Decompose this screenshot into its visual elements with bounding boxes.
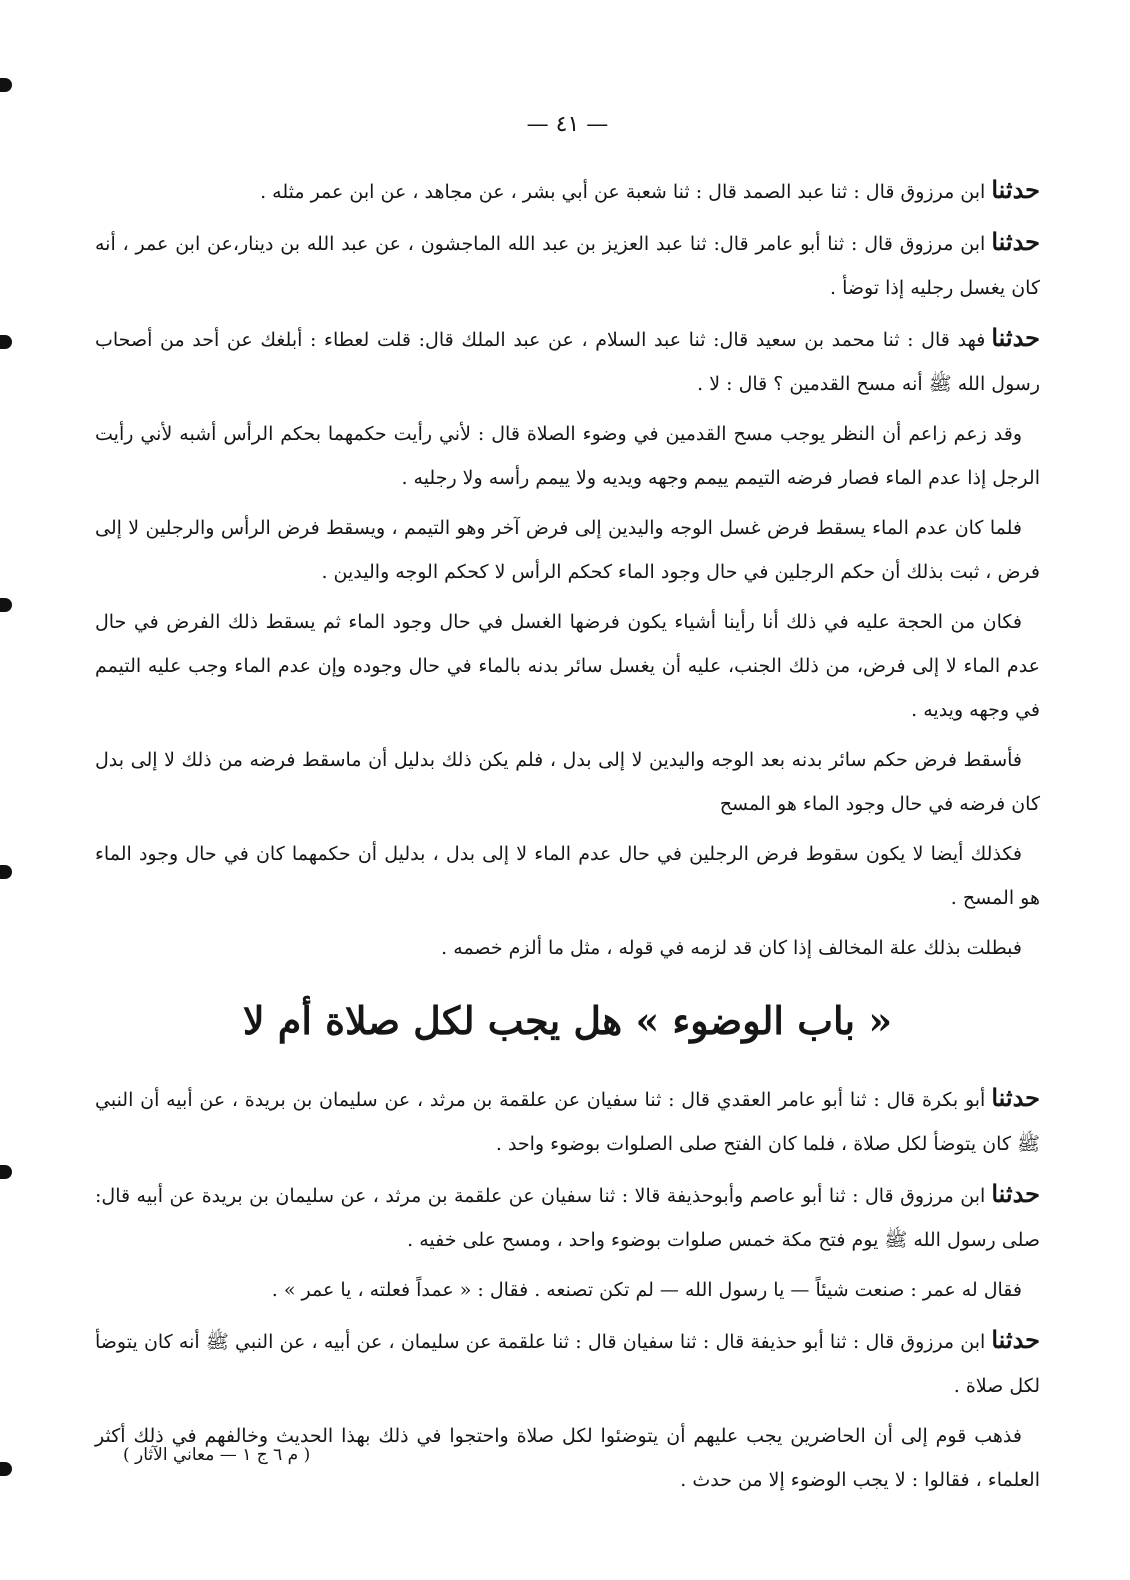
- footer-reference: ( م ٦ ج ١ — معاني الآثار ): [123, 1445, 311, 1465]
- paragraph: [95, 1172, 1040, 1262]
- paragraph: [95, 412, 1040, 500]
- scan-edge-mark: [0, 1462, 12, 1476]
- paragraphs-after-heading: [95, 1076, 1040, 1502]
- paragraph: [95, 1318, 1040, 1408]
- scan-edge-mark: [0, 865, 12, 879]
- scan-edge-mark: [0, 335, 12, 349]
- lead-word: حدثنا: [991, 1083, 1040, 1112]
- paragraph-text: فقال له عمر : صنعت شيئاً — يا رسول الله — لم تكن تصنعه . فقال : « عمداً فعلته ، يا عمر » .: [271, 1279, 1022, 1301]
- paragraph-text: ابن مرزوق قال : ثنا أبو حذيفة قال : ثنا سفيان قال : ثنا علقمة عن سليمان ، عن أبيه ، عن النبي ﷺ أنه كان يتوضأ لكل صلاة .: [95, 1331, 1040, 1397]
- paragraph-text: ابن مرزوق قال : ثنا أبو عاصم وأبوحذيفة قالا : ثنا سفيان عن علقمة بن مرثد ، عن سليمان بن بريدة عن أبيه قال: صلى رسول الله ﷺ يوم فتح مكة خمس صلوات بوضوء واحد ، ومسح على خفيه .: [95, 1185, 1040, 1251]
- lead-word: حدثنا: [991, 1325, 1040, 1354]
- paragraph: [95, 1268, 1040, 1312]
- paragraph-text: وقد زعم زاعم أن النظر يوجب مسح القدمين في وضوء الصلاة قال : لأني رأيت حكمهما بحكم الرأس أشبه لأني رأيت الرجل إذا عدم الماء فصار فرضه التيمم ييمم وجهه ويديه ولا ييمم رأسه ولا رجليه .: [95, 423, 1040, 489]
- paragraph: [95, 220, 1040, 310]
- paragraph-text: فذهب قوم إلى أن الحاضرين يجب عليهم أن يتوضئوا لكل صلاة واحتجوا في ذلك بهذا الحديث وخالفهم في ذلك أكثر العلماء ، فقالوا : لا يجب الوضوء إلا من حدث .: [95, 1425, 1040, 1491]
- paragraph-text: ابن مرزوق قال : ثنا عبد الصمد قال : ثنا شعبة عن أبي بشر ، عن مجاهد ، عن ابن عمر مثله .: [260, 181, 986, 203]
- paragraph-text: أبو بكرة قال : ثنا أبو عامر العقدي قال : ثنا سفيان عن علقمة بن مرثد ، عن سليمان بن بريدة ، عن أبيه أن النبي ﷺ كان يتوضأ لكل صلاة ، فلما كان الفتح صلى الصلوات بوضوء واحد .: [95, 1089, 1040, 1155]
- paragraph-text: فلما كان عدم الماء يسقط فرض غسل الوجه واليدين إلى فرض آخر وهو التيمم ، ويسقط فرض الرأس والرجلين لا إلى فرض ، ثبت بذلك أن حكم الرجلين في حال وجود الماء كحكم الرأس لا كحكم الوجه واليدين .: [95, 517, 1040, 583]
- paragraphs-before-heading: [95, 168, 1040, 970]
- lead-word: حدثنا: [991, 1179, 1040, 1208]
- paragraph: [95, 1076, 1040, 1166]
- paragraph: [95, 506, 1040, 594]
- paragraph-text: فأسقط فرض حكم سائر بدنه بعد الوجه واليدين لا إلى بدل ، فلم يكن ذلك بدليل أن ماسقط فرضه من ذلك لا إلى بدل كان فرضه في حال وجود الماء هو المسح: [95, 749, 1040, 815]
- paragraph: [95, 926, 1040, 970]
- main-text: [95, 168, 1040, 1508]
- paragraph: [95, 316, 1040, 406]
- paragraph: [95, 738, 1040, 826]
- paragraph: [95, 168, 1040, 214]
- lead-word: حدثنا: [991, 227, 1040, 256]
- paragraph: [95, 600, 1040, 732]
- paragraph-text: فهد قال : ثنا محمد بن سعيد قال: ثنا عبد السلام ، عن عبد الملك قال: قلت لعطاء : أبلغك عن أحد من أصحاب رسول الله ﷺ أنه مسح القدمين ؟ قال : لا .: [95, 329, 1040, 395]
- paragraph-text: فكذلك أيضا لا يكون سقوط فرض الرجلين في حال عدم الماء لا إلى بدل ، بدليل أن حكمهما كان في حال وجود الماء هو المسح .: [95, 843, 1040, 909]
- book-page: [95, 0, 1040, 1580]
- chapter-heading: « باب الوضوء » هل يجب لكل صلاة أم لا: [242, 998, 893, 1043]
- scan-edge-mark: [0, 78, 12, 92]
- paragraph: [95, 832, 1040, 920]
- lead-word: حدثنا: [991, 175, 1040, 204]
- lead-word: حدثنا: [991, 323, 1040, 352]
- page-number: — ٤١ —: [526, 112, 609, 137]
- scan-edge-mark: [0, 1165, 12, 1179]
- paragraph-text: فكان من الحجة عليه في ذلك أنا رأينا أشياء يكون فرضها الغسل في حال وجود الماء ثم يسقط ذلك الفرض في حال عدم الماء لا إلى فرض، من ذلك الجنب، عليه أن يغسل سائر بدنه بالماء في حال وجوده وإن عدم الماء وجب عليه التيمم في وجهه ويديه .: [95, 611, 1040, 721]
- scan-edge-mark: [0, 598, 12, 612]
- paragraph-text: فبطلت بذلك علة المخالف إذا كان قد لزمه في قوله ، مثل ما ألزم خصمه .: [441, 937, 1022, 959]
- paragraph-text: ابن مرزوق قال : ثنا أبو عامر قال: ثنا عبد العزيز بن عبد الله الماجشون ، عن عبد الله بن دينار،عن ابن عمر ، أنه كان يغسل رجليه إذا توضأ .: [95, 233, 1040, 299]
